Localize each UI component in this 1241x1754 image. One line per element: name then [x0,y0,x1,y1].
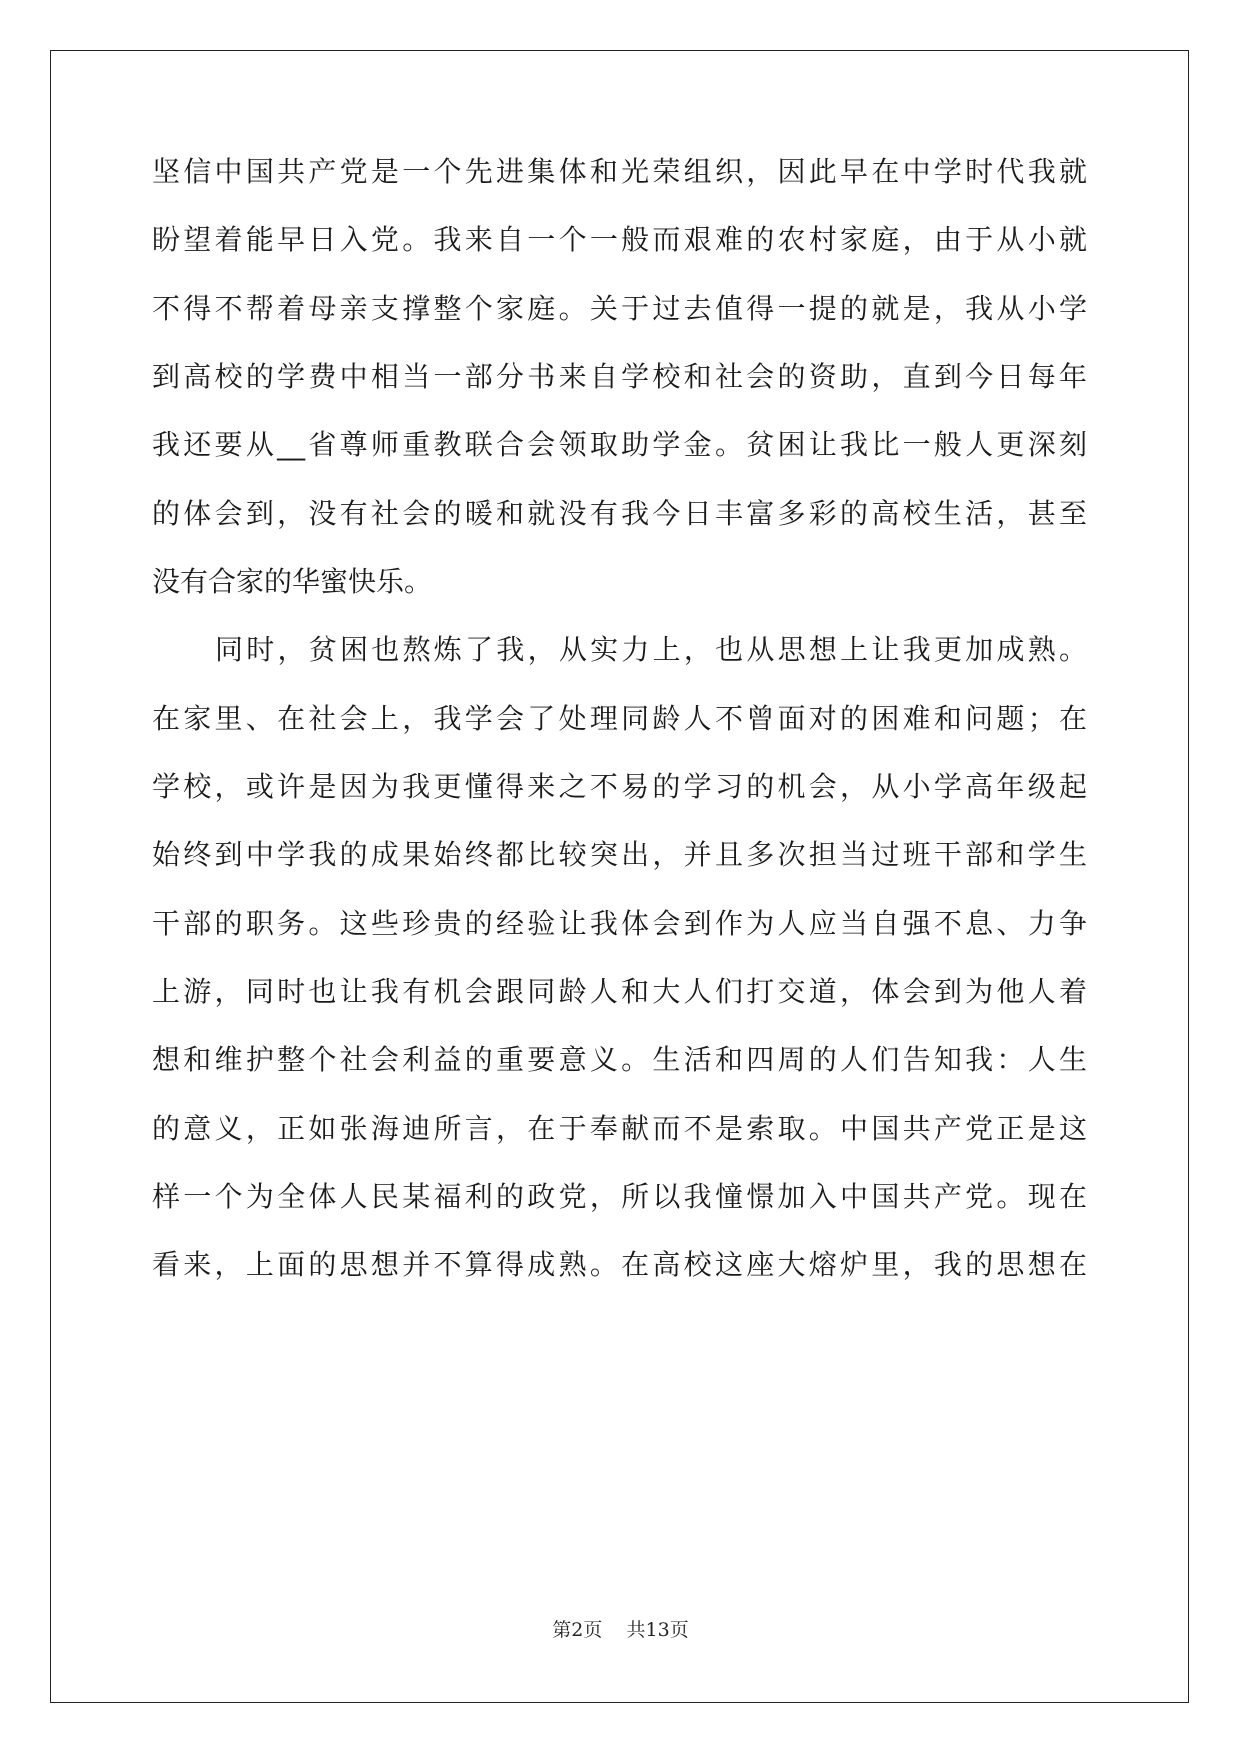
text-line: 看来，上面的思想并不算得成熟。在高校这座大熔炉里，我的思想在 [152,1248,1087,1281]
text-line: 上游，同时也让我有机会跟同龄人和大人们打交道，体会到为他人着 [152,975,1087,1008]
page-footer [0,1616,1241,1644]
text-line-paragraph-start: 同时，贫困也熬炼了我，从实力上，也从思想上让我更加成熟。 [215,633,1087,666]
text-line: 学校，或许是因为我更懂得来之不易的学习的机会，从小学高年级起 [152,770,1087,803]
text-line: 干部的职务。这些珍贵的经验让我体会到作为人应当自强不息、力争 [152,907,1087,940]
text-line: 的意义，正如张海迪所言，在于奉献而不是索取。中国共产党正是这 [152,1112,1087,1145]
text-line: 的体会到，没有社会的暖和就没有我今日丰富多彩的高校生活，甚至 [152,497,1087,530]
page-total: 共13页 [626,1619,689,1641]
text-line: 样一个为全体人民某福利的政党，所以我憧憬加入中国共产党。现在 [152,1180,1087,1213]
text-line: 始终到中学我的成果始终都比较突出，并且多次担当过班干部和学生 [152,838,1087,871]
text-line: 在家里、在社会上，我学会了处理同龄人不曾面对的困难和问题；在 [152,702,1087,735]
text-line: 坚信中国共产党是一个先进集体和光荣组织，因此早在中学时代我就 [152,155,1087,188]
text-line: 没有合家的华蜜快乐。 [152,565,433,598]
text-line: 到高校的学费中相当一部分书来自学校和社会的资助，直到今日每年 [152,360,1087,393]
text-line: 不得不帮着母亲支撑整个家庭。关于过去值得一提的就是，我从小学 [152,292,1087,325]
text-line: 想和维护整个社会利益的重要意义。生活和四周的人们告知我：人生 [152,1043,1087,1076]
page-number: 第2页 [552,1619,603,1641]
text-line: 我还要从__省尊师重教联合会领取助学金。贫困让我比一般人更深刻 [152,428,1087,461]
text-line: 盼望着能早日入党。我来自一个一般而艰难的农村家庭，由于从小就 [152,223,1087,256]
